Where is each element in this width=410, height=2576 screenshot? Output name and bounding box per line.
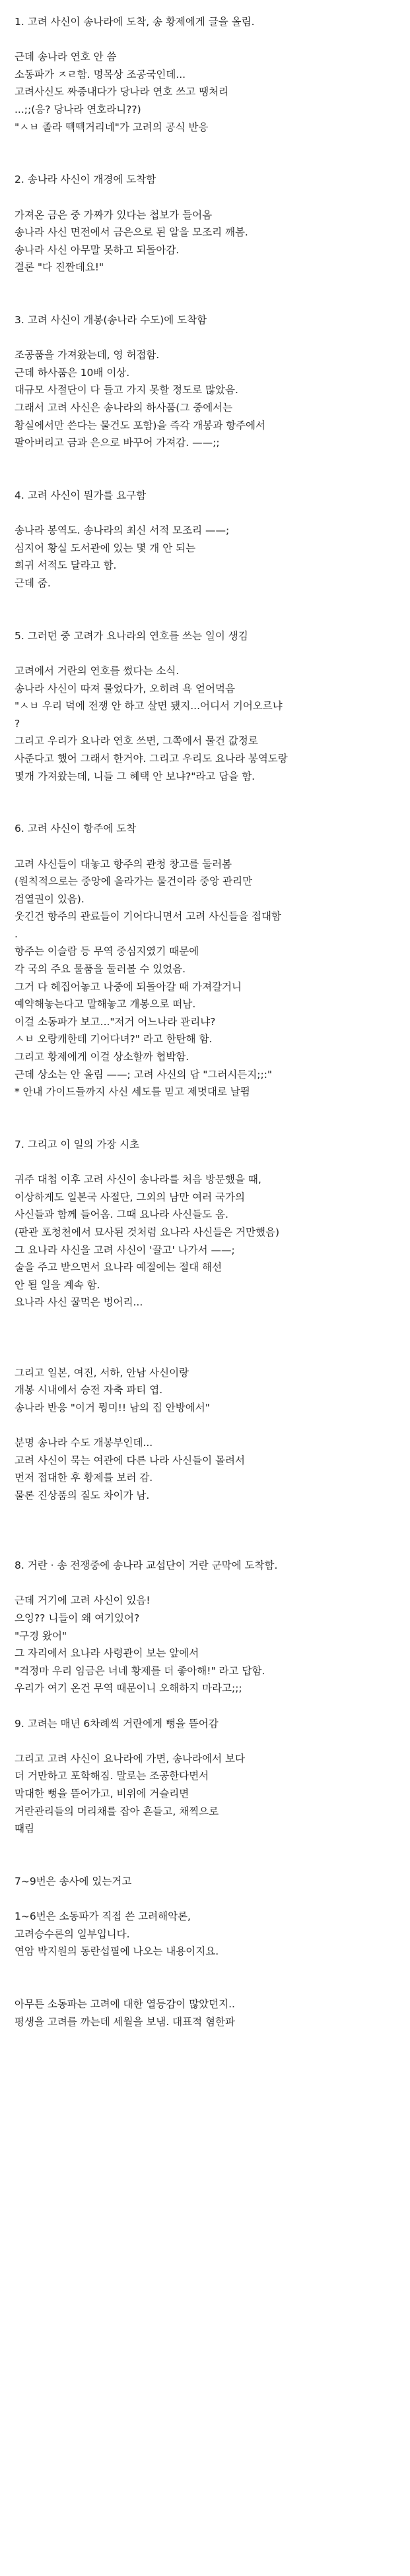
text-line: 더 거만하고 포학해짐. 말로는 조공한다면서 — [15, 1770, 209, 1782]
section-heading: 2. 송나라 사신이 개경에 도착함 — [15, 173, 156, 186]
section-heading: 9. 고려는 매년 6차례씩 거란에게 뻥을 뜯어감 — [15, 1717, 219, 1730]
text-line: 그거 다 헤집어놓고 나중에 되돌아갈 때 가져갈거니 — [15, 980, 242, 993]
text-line: 황실에서만 쓴다는 물건도 포함)을 즉각 개봉과 항주에서 — [15, 419, 265, 431]
text-line: 송나라 사신 아무말 못하고 되돌아감. — [15, 243, 180, 256]
text-line: "구경 왔어" — [15, 1629, 67, 1642]
section-heading: 3. 고려 사신이 개봉(송나라 수도)에 도착함 — [15, 314, 207, 327]
blank-line — [15, 1311, 395, 1329]
text-line: . — [15, 927, 18, 940]
text-line: 사준다고 했어 그래서 한거야. 그리고 우리도 요나라 봉역도랑 — [15, 752, 288, 765]
text-line: 항주는 이슬람 등 무역 중심지였기 때문에 — [15, 945, 199, 958]
blank-line — [15, 1346, 395, 1364]
text-line: 막대한 뻥을 뜯어가고, 비위에 거슬리면 — [15, 1787, 189, 1800]
text-line: 그래서 고려 사신은 송나라의 하사품(그 중에서는 — [15, 402, 233, 414]
blank-line — [15, 1732, 395, 1750]
text-line: 아무튼 소동파는 고려에 대한 열등감이 많았던지.. — [15, 1998, 235, 2011]
text-line: 그리고 고려 사신이 요나라에 가면, 송나라에서 보다 — [15, 1752, 245, 1765]
blank-line — [15, 1697, 395, 1715]
blank-line — [15, 1978, 395, 1996]
blank-line — [15, 785, 395, 803]
blank-line — [15, 452, 395, 470]
text-line: 우리가 여기 온건 무역 때문이니 오해하지 마라고;;; — [15, 1682, 242, 1695]
blank-line — [15, 803, 395, 821]
blank-line — [15, 276, 395, 294]
text-line: 웃긴건 항주의 관료들이 기어다니면서 고려 사신들을 접대함 — [15, 910, 281, 923]
text-line: 이걸 소동파가 보고..."저거 어느나라 관리냐? — [15, 1015, 216, 1028]
text-line: 술을 주고 받으면서 요나라 예절에는 절대 해선 — [15, 1261, 222, 1274]
text-line: 송나라 사신이 따져 물었다가, 오히려 욕 얻어먹음 — [15, 682, 235, 695]
blank-line — [15, 1154, 395, 1172]
blank-line — [15, 1118, 395, 1136]
text-line: 안 될 일을 계속 함. — [15, 1278, 100, 1291]
text-line: 고려 사신이 묵는 여관에 다른 나라 사신들이 몰려서 — [15, 1454, 245, 1466]
text-line: 때림 — [15, 1823, 34, 1835]
text-line: 팔아버리고 금과 은으로 바꾸어 가져감. ——;; — [15, 437, 220, 449]
section-heading: 7. 그리고 이 일의 가장 시초 — [15, 1139, 140, 1150]
text-line: 고려 사신들이 대놓고 항주의 관청 창고를 둘러봄 — [15, 858, 232, 870]
text-line: 으잉?? 니들이 왜 여기있어? — [15, 1612, 140, 1625]
text-line: 송나라 반응 "이거 뭥미!! 남의 집 안방에서" — [15, 1401, 210, 1414]
blank-line — [15, 1101, 395, 1119]
blank-line — [15, 1522, 395, 1540]
blank-line — [15, 505, 395, 522]
text-line: 소동파가 ㅈㄹ함. 명목상 조공국인데... — [15, 68, 186, 80]
text-line: 희귀 서적도 달라고 함. — [15, 559, 117, 572]
text-line: 거란관리들의 머리채를 잡아 흔들고, 채찍으로 — [15, 1805, 219, 1817]
blank-line — [15, 1540, 395, 1557]
blank-line — [15, 644, 395, 662]
blank-line — [15, 1417, 395, 1435]
text-line: ? — [15, 717, 20, 730]
text-line: 근데 거기에 고려 사신이 있음! — [15, 1594, 151, 1607]
section-heading: 8. 거란 · 송 전쟁중에 송나라 교섭단이 거란 군막에 도착함. — [15, 1559, 278, 1572]
section-heading: 5. 그러던 중 고려가 요나라의 연호를 쓰는 일이 생김 — [15, 629, 248, 642]
text-line: 먼저 접대한 후 황제를 보러 감. — [15, 1472, 153, 1484]
text-line: ㅅㅂ 오랑캐한테 기어다녀?" 라고 한탄해 함. — [15, 1033, 213, 1046]
text-line: ...;;(응? 당나라 연호라니??) — [15, 103, 141, 115]
blank-line — [15, 838, 395, 856]
text-line: "ㅅㅂ 우리 덕에 전쟁 안 하고 살면 됐지...어디서 기어오르냐 — [15, 700, 283, 712]
text-line: 그리고 우리가 요나라 연호 쓰면, 그쪽에서 물건 값정로 — [15, 735, 258, 747]
text-line: 근데 상소는 안 올림 ——; 고려 사신의 답 "그러시든지;;:" — [15, 1068, 273, 1081]
blank-line — [15, 1329, 395, 1347]
text-line: 귀주 대첩 이후 고려 사신이 송나라를 처음 방문했을 때, — [15, 1174, 261, 1186]
text-line: 그 자리에서 요나라 사령관이 보는 앞에서 — [15, 1647, 199, 1660]
text-line: 이상하게도 일본국 사절단, 그외의 남만 여러 국가의 — [15, 1191, 245, 1203]
blank-line — [15, 1575, 395, 1592]
text-line: 각 국의 주요 물품을 둘러볼 수 있었음. — [15, 963, 186, 976]
text-line: 근데 줌. — [15, 577, 51, 589]
text-line: 그리고 일본, 여진, 서하, 안남 사신이랑 — [15, 1366, 189, 1379]
text-line: 근데 송나라 연호 안 씀 — [15, 51, 117, 63]
text-line: 그 요나라 사신을 고려 사신이 '끌고' 나가서 ——; — [15, 1243, 235, 1256]
text-line: 고려사신도 짜증내다가 당나라 연호 쓰고 땡처리 — [15, 86, 229, 98]
text-line: 송나라 봉역도. 송나라의 최신 서적 모조리 ——; — [15, 524, 230, 537]
blank-line — [15, 1838, 395, 1856]
section-heading: 1. 고려 사신이 송나라에 도착, 송 황제에게 글을 올림. — [15, 16, 255, 28]
text-line: 물론 진상품의 질도 차이가 남. — [15, 1489, 150, 1501]
blank-line — [15, 1891, 395, 1908]
text-line: "걱정마 우리 임금은 너네 황제를 더 좋아해!" 라고 답함. — [15, 1664, 265, 1677]
blank-line — [15, 31, 395, 49]
text-line: 검열권이 있음). — [15, 893, 85, 905]
blank-line — [15, 154, 395, 172]
text-line: (판관 포청천에서 묘사된 것처럼 요나라 사신들은 거만했음) — [15, 1226, 280, 1238]
text-line: 송나라 사신 면전에서 금은으로 된 알을 모조리 깨봄. — [15, 226, 248, 239]
text-line: 연암 박지원의 동란섭필에 나오는 내용이지요. — [15, 1945, 219, 1958]
text-line: 고려승수론의 일부입니다. — [15, 1928, 130, 1940]
text-line: 1~6번은 소동파가 직접 쓴 고려해악론, — [15, 1910, 191, 1923]
text-line: 가져온 금은 중 가짜가 있다는 첩보가 들어옴 — [15, 208, 213, 221]
text-line: 결론 "다 진짠데요!" — [15, 261, 104, 274]
blank-line — [15, 1961, 395, 1978]
section-heading: 4. 고려 사신이 뭔가를 요구함 — [15, 489, 147, 502]
text-line: 고려에서 거란의 연호를 썼다는 소식. — [15, 664, 180, 677]
blank-line — [15, 189, 395, 206]
text-line: "ㅅㅂ 졸라 떽떽거리네"가 고려의 공식 반응 — [15, 121, 209, 133]
blank-line — [15, 136, 395, 154]
blank-line — [15, 1855, 395, 1873]
text-line: 개봉 시내에서 승전 자축 파티 엽. — [15, 1384, 163, 1397]
blank-line — [15, 329, 395, 347]
text-line: 분명 송나라 수도 개봉부인데... — [15, 1437, 153, 1449]
text-line: 7~9번은 송사에 있는거고 — [15, 1875, 132, 1887]
text-line: 요나라 사신 꿀먹은 벙어리... — [15, 1296, 143, 1309]
text-line: (원칙적으로는 중앙에 올라가는 물건이라 중앙 관리만 — [15, 875, 253, 888]
text-line: 예약해놓는다고 말해놓고 개봉으로 떠남. — [15, 998, 196, 1011]
blank-line — [15, 294, 395, 312]
blank-line — [15, 610, 395, 627]
text-line: 몇개 가져왔는데, 니들 그 혜택 안 보냐?"라고 답을 함. — [15, 770, 256, 782]
blank-line — [15, 469, 395, 487]
text-line: 대규모 사절단이 다 들고 가지 못할 정도로 많았음. — [15, 384, 238, 396]
text-line: 심지어 황실 도서관에 있는 몇 개 안 되는 — [15, 542, 196, 554]
blank-line — [15, 592, 395, 610]
text-line: 그리고 황제에게 이걸 상소할까 협박함. — [15, 1051, 189, 1063]
section-heading: 6. 고려 사신이 항주에 도착 — [15, 823, 137, 835]
text-line: 평생을 고려를 까는데 세월을 보냄. 대표적 혐한파 — [15, 2015, 235, 2028]
text-line: 근데 하사품은 10배 이상. — [15, 366, 130, 379]
text-line: 사신들과 함께 들어옴. 그때 요나라 사신들도 옴. — [15, 1209, 228, 1221]
blank-line — [15, 1504, 395, 1522]
text-line: * 안내 가이드들까지 사신 세도를 믿고 제멋대로 날뜀 — [15, 1086, 250, 1098]
text-line: 조공품을 가져왔는데, 영 허접함. — [15, 349, 160, 361]
